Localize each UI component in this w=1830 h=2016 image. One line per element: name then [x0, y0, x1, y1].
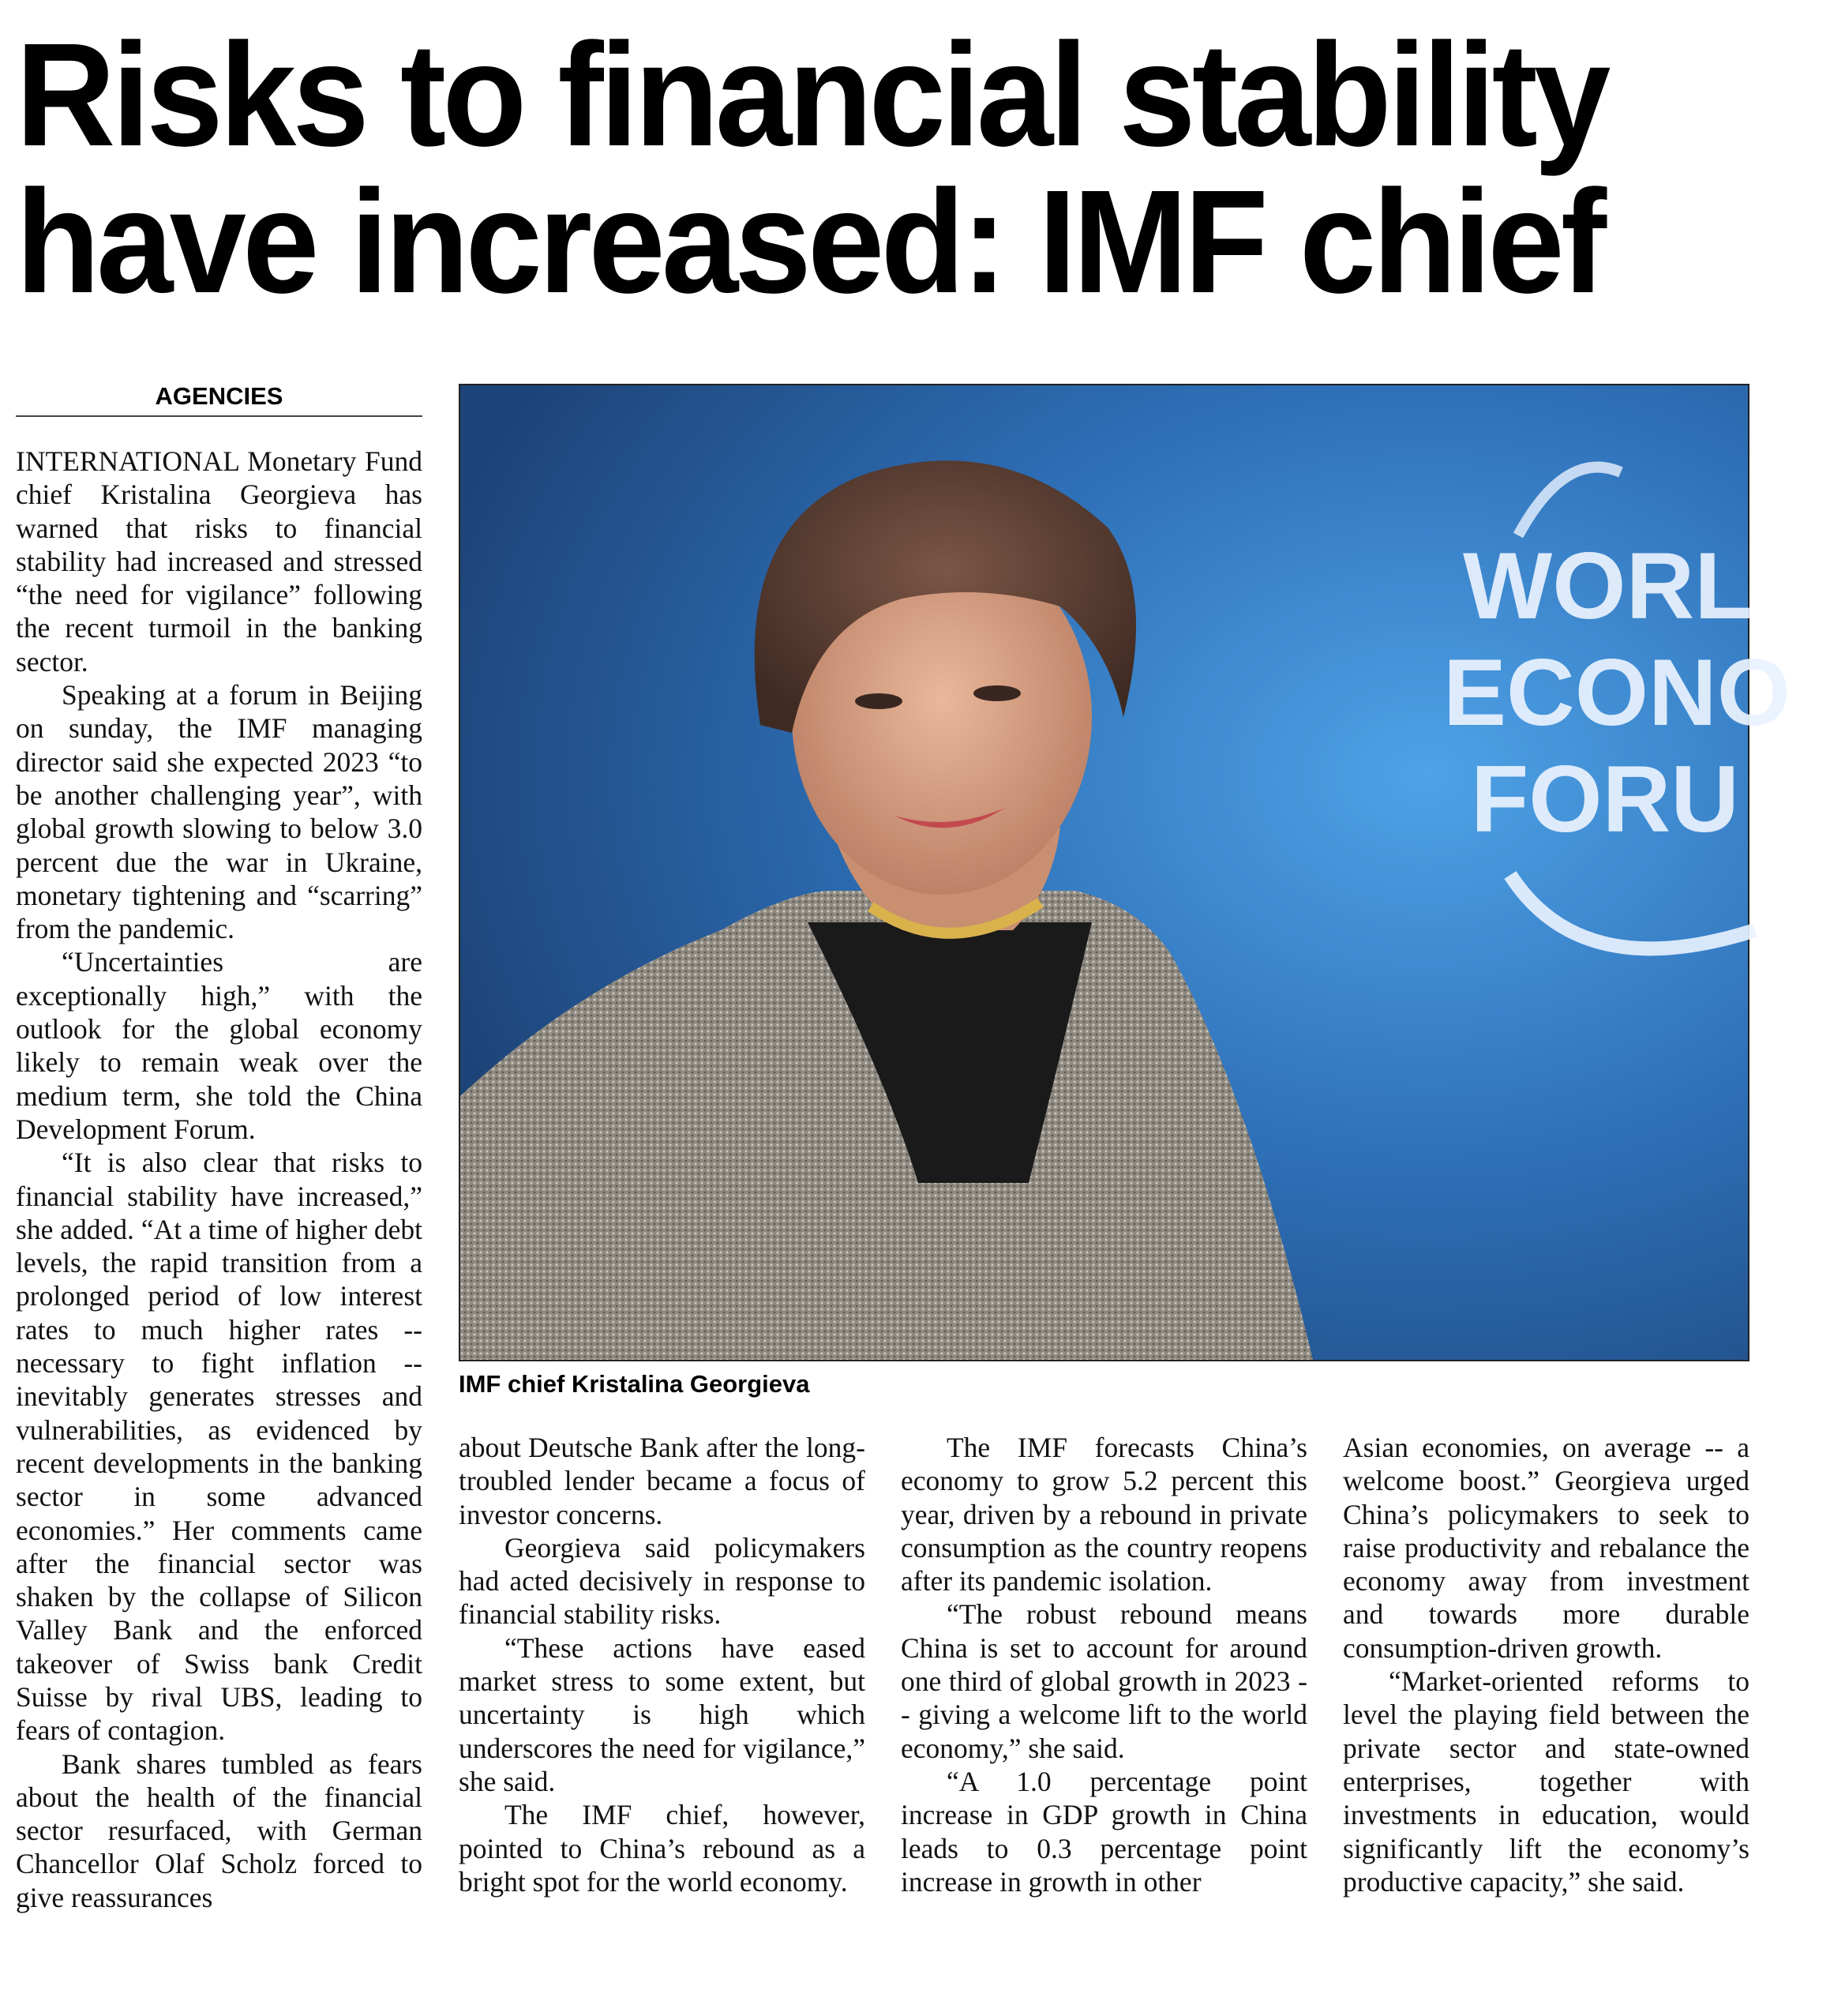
portrait-photo [459, 384, 1791, 1361]
paragraph: The IMF forecasts China’s economy to grow 5.2 percent this year, driven by a rebound in private consumption as the country reopens after its pandemic isolation. [901, 1432, 1307, 1597]
paragraph: “Uncertainties are exceptionally high,” with the outlook for the global economy likely to remain weak over the medium term, she told the China Development Forum. [16, 946, 422, 1145]
logo-text-line-2: ECONO [1443, 640, 1791, 745]
paragraph: “The robust rebound means China is set to account for around one third of global growth in 2023 -- giving a welcome lift to the world economy,” she said. [901, 1598, 1307, 1764]
logo-text-line-3: FORU [1471, 746, 1739, 852]
headline-line-2: have increased: IMF chief [16, 160, 1603, 324]
portrait-illustration [460, 385, 1791, 1360]
paragraph: “A 1.0 percentage point increase in GDP growth in China leads to 0.3 percentage point increase in growth in other [901, 1765, 1307, 1898]
paragraph: The IMF chief, however, pointed to China’s rebound as a bright spot for the world economy. [459, 1799, 865, 1898]
article-column-2 [459, 1431, 865, 1898]
paragraph: Speaking at a forum in Beijing on sunday, the IMF managing director said she expected 2023 “to be another challenging year”, with global growth slowing to below 3.0 percent due the war in Ukraine, monetary tightening and “scarring” from the pandemic. [16, 679, 422, 945]
paragraph: “It is also clear that risks to financial stability have increased,” she added. “At a time of higher debt levels, the rapid transition from a prolonged period of low interest rates to much higher rates -- necessary to fight inflation -- inevitably generates stresses and vulnerabilities, as evidenced by recent developments in the banking sector in some advanced economies.” Her comments came after the financial sector was shaken by the collapse of Silicon Valley Bank and the enforced takeover of Swiss bank Credit Suisse by rival UBS, leading to fears of contagion. [16, 1147, 422, 1747]
paragraph: Asian economies, on average -- a welcome boost.” Georgieva urged China’s policymakers to seek to raise productivity and rebalance the economy away from investment and towards more durable consumption-driven growth. [1343, 1432, 1749, 1664]
photo-caption: IMF chief Kristalina Georgieva [459, 1370, 810, 1398]
paragraph: Georgieva said policymakers had acted decisively in response to financial stability risks. [459, 1531, 865, 1631]
headline-line-1: Risks to financial stability [16, 13, 1607, 177]
paragraph: Bank shares tumbled as fears about the health of the financial sector resurfaced, with German Chancellor Olaf Scholz forced to give reassurances [16, 1748, 422, 1913]
paragraph: “Market-oriented reforms to level the playing field between the private sector and state-owned enterprises, together with investments in education, would significantly lift the economy’s productive capacity,” she said. [1343, 1665, 1749, 1898]
byline: AGENCIES [16, 382, 422, 417]
logo-text-line-1: WORL [1463, 533, 1753, 639]
article-column-3 [901, 1431, 1307, 1898]
headline [16, 13, 1708, 324]
paragraph: about Deutsche Bank after the long-troubled lender became a focus of investor concerns. [459, 1432, 865, 1530]
paragraph: INTERNATIONAL Monetary Fund chief Kristalina Georgieva has warned that risks to financial stability had increased and stressed “the need for vigilance” following the recent turmoil in the banking sector. [16, 445, 422, 678]
article-column-1 [16, 445, 422, 1914]
article-column-4 [1343, 1431, 1749, 1898]
paragraph: “These actions have eased market stress to some extent, but uncertainty is high which underscores the need for vigilance,” she said. [459, 1631, 865, 1797]
